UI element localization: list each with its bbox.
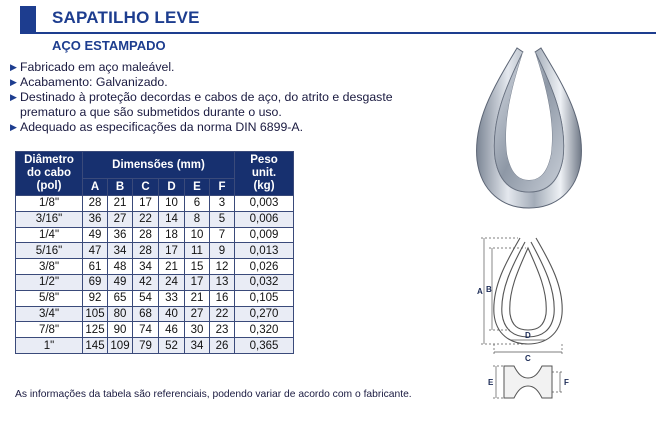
cell-e: 11 xyxy=(185,243,210,259)
cell-c: 74 xyxy=(133,322,159,338)
cell-d: 40 xyxy=(159,306,185,322)
cell-e: 21 xyxy=(185,290,210,306)
cell-c: 28 xyxy=(133,227,159,243)
cell-f: 13 xyxy=(210,274,235,290)
dimension-diagram xyxy=(478,232,588,407)
bullet-icon: ▶ xyxy=(10,122,17,132)
cell-b: 48 xyxy=(108,259,133,275)
cell-weight: 0,013 xyxy=(235,243,294,259)
cell-c: 34 xyxy=(133,259,159,275)
cell-weight: 0,105 xyxy=(235,290,294,306)
table-row xyxy=(16,306,294,322)
cell-f: 23 xyxy=(210,322,235,338)
cell-d: 18 xyxy=(159,227,185,243)
feature-list xyxy=(10,60,450,135)
header-col-b: B xyxy=(108,179,133,196)
cell-a: 36 xyxy=(83,211,108,227)
cell-diameter: 1/8" xyxy=(16,196,83,212)
cell-e: 10 xyxy=(185,227,210,243)
feature-item: ▶ Fabricado em aço maleável. xyxy=(10,60,175,74)
cell-a: 145 xyxy=(83,338,108,354)
cell-c: 22 xyxy=(133,211,159,227)
cell-b: 90 xyxy=(108,322,133,338)
label-e: E xyxy=(488,378,494,387)
header-col-d: D xyxy=(159,179,185,196)
header-col-f: F xyxy=(210,179,235,196)
title-accent-bar xyxy=(20,6,36,32)
cell-e: 8 xyxy=(185,211,210,227)
page-title: SAPATILHO LEVE xyxy=(52,8,200,27)
cell-diameter: 1/4" xyxy=(16,227,83,243)
cell-f: 16 xyxy=(210,290,235,306)
cell-diameter: 5/16" xyxy=(16,243,83,259)
header-col-a: A xyxy=(83,179,108,196)
cell-d: 46 xyxy=(159,322,185,338)
cell-d: 10 xyxy=(159,196,185,212)
cell-b: 80 xyxy=(108,306,133,322)
cell-f: 7 xyxy=(210,227,235,243)
header-col-e: E xyxy=(185,179,210,196)
cell-weight: 0,009 xyxy=(235,227,294,243)
label-b: B xyxy=(486,285,492,294)
cell-a: 105 xyxy=(83,306,108,322)
cell-c: 68 xyxy=(133,306,159,322)
label-d: D xyxy=(525,331,531,340)
label-f: F xyxy=(564,378,569,387)
cell-b: 21 xyxy=(108,196,133,212)
feature-item: ▶ Acabamento: Galvanizado. xyxy=(10,75,168,89)
table-row xyxy=(16,227,294,243)
footnote: As informações da tabela são referenciais, podendo variar de acordo com o fabricante. xyxy=(15,389,412,400)
cell-a: 49 xyxy=(83,227,108,243)
cell-b: 49 xyxy=(108,274,133,290)
cell-weight: 0,026 xyxy=(235,259,294,275)
cell-d: 17 xyxy=(159,243,185,259)
cell-a: 92 xyxy=(83,290,108,306)
cell-f: 9 xyxy=(210,243,235,259)
cell-e: 6 xyxy=(185,196,210,212)
cell-d: 33 xyxy=(159,290,185,306)
cell-diameter: 5/8" xyxy=(16,290,83,306)
cell-b: 36 xyxy=(108,227,133,243)
header-col-c: C xyxy=(133,179,159,196)
page-subtitle: AÇO ESTAMPADO xyxy=(52,38,166,53)
bullet-icon: ▶ xyxy=(10,77,17,87)
cell-diameter: 1" xyxy=(16,338,83,354)
cell-e: 15 xyxy=(185,259,210,275)
table-row xyxy=(16,322,294,338)
cell-d: 14 xyxy=(159,211,185,227)
header-weight: Peso unit. (kg) xyxy=(235,152,294,196)
bullet-icon: ▶ xyxy=(10,92,17,102)
cell-diameter: 3/4" xyxy=(16,306,83,322)
table-row xyxy=(16,338,294,354)
cell-weight: 0,003 xyxy=(235,196,294,212)
cell-diameter: 7/8" xyxy=(16,322,83,338)
cell-a: 47 xyxy=(83,243,108,259)
table-row xyxy=(16,274,294,290)
cell-d: 24 xyxy=(159,274,185,290)
feature-item: ▶ Adequado as especificações da norma DIN 6899-A. xyxy=(10,120,303,134)
cell-b: 109 xyxy=(108,338,133,354)
cell-d: 52 xyxy=(159,338,185,354)
cell-f: 22 xyxy=(210,306,235,322)
feature-item: ▶ Destinado à proteção decordas e cabos de aço, do atrito e desgaste prematuro a que são submetidos durante o uso. xyxy=(10,90,393,119)
table-row xyxy=(16,290,294,306)
title-divider xyxy=(20,32,656,34)
cell-f: 12 xyxy=(210,259,235,275)
cell-diameter: 3/16" xyxy=(16,211,83,227)
cell-a: 28 xyxy=(83,196,108,212)
table-row xyxy=(16,259,294,275)
cell-weight: 0,270 xyxy=(235,306,294,322)
cell-a: 61 xyxy=(83,259,108,275)
cell-b: 34 xyxy=(108,243,133,259)
cell-f: 5 xyxy=(210,211,235,227)
cell-b: 27 xyxy=(108,211,133,227)
table-row xyxy=(16,243,294,259)
cell-weight: 0,320 xyxy=(235,322,294,338)
cell-c: 54 xyxy=(133,290,159,306)
cell-e: 34 xyxy=(185,338,210,354)
bullet-icon: ▶ xyxy=(10,62,17,72)
cell-a: 69 xyxy=(83,274,108,290)
cell-c: 79 xyxy=(133,338,159,354)
cell-weight: 0,365 xyxy=(235,338,294,354)
cell-e: 30 xyxy=(185,322,210,338)
cell-a: 125 xyxy=(83,322,108,338)
header-dimensions: Dimensões (mm) xyxy=(83,152,235,179)
cell-weight: 0,006 xyxy=(235,211,294,227)
header-diameter: Diâmetro do cabo (pol) xyxy=(16,152,83,196)
cell-d: 21 xyxy=(159,259,185,275)
cell-c: 17 xyxy=(133,196,159,212)
cell-f: 26 xyxy=(210,338,235,354)
table-row xyxy=(16,211,294,227)
cell-b: 65 xyxy=(108,290,133,306)
specs-table xyxy=(15,151,294,354)
label-a: A xyxy=(477,287,483,296)
cell-e: 27 xyxy=(185,306,210,322)
cell-weight: 0,032 xyxy=(235,274,294,290)
table-row xyxy=(16,196,294,212)
cell-diameter: 1/2" xyxy=(16,274,83,290)
cell-f: 3 xyxy=(210,196,235,212)
cell-c: 42 xyxy=(133,274,159,290)
cell-e: 17 xyxy=(185,274,210,290)
thimble-photo xyxy=(455,40,605,215)
cell-diameter: 3/8" xyxy=(16,259,83,275)
label-c: C xyxy=(525,354,531,363)
cell-c: 28 xyxy=(133,243,159,259)
specs-table-body xyxy=(16,196,294,354)
